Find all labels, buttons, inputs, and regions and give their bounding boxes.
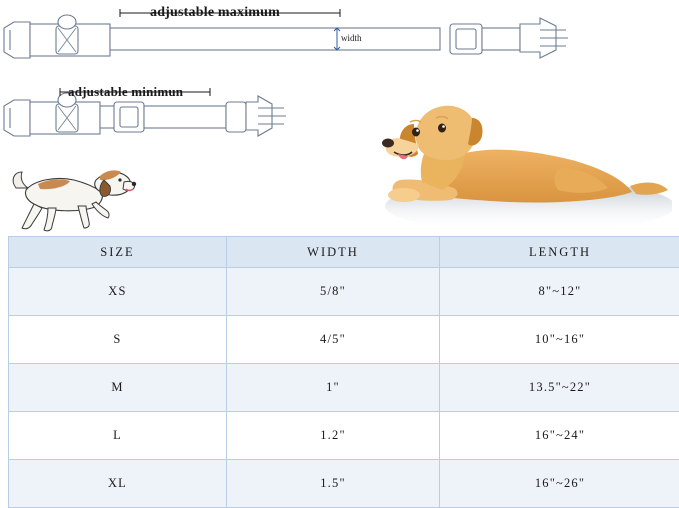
column-header-length: LENGTH: [440, 237, 679, 268]
table-row: [9, 364, 679, 412]
width-label: width: [341, 33, 362, 43]
golden-retriever-lying-illustration: [360, 98, 672, 238]
cell-length: 16"~26": [440, 460, 679, 508]
adjustable-minimum-label: adjustable minimun: [68, 84, 183, 100]
cell-width: 1.2": [227, 412, 440, 460]
cell-width: 4/5": [227, 316, 440, 364]
table-row: [9, 460, 679, 508]
cell-size: XS: [9, 268, 227, 316]
running-dog-illustration: [8, 158, 138, 236]
table-row: [9, 268, 679, 316]
table-row: [9, 316, 679, 364]
cell-size: XL: [9, 460, 227, 508]
cell-length: 8"~12": [440, 268, 679, 316]
collar-adjustable-maximum-diagram: [0, 6, 570, 68]
cell-width: 1": [227, 364, 440, 412]
size-chart-table: [8, 236, 679, 508]
cell-width: 1.5": [227, 460, 440, 508]
cell-length: 10"~16": [440, 316, 679, 364]
cell-length: 13.5"~22": [440, 364, 679, 412]
adjustable-maximum-label: adjustable maximum: [150, 5, 280, 21]
cell-size: L: [9, 412, 227, 460]
table-header-row: [9, 237, 679, 268]
column-header-size: SIZE: [9, 237, 227, 268]
cell-width: 5/8": [227, 268, 440, 316]
cell-size: S: [9, 316, 227, 364]
column-header-width: WIDTH: [227, 237, 440, 268]
cell-length: 16"~24": [440, 412, 679, 460]
cell-size: M: [9, 364, 227, 412]
table-row: [9, 412, 679, 460]
